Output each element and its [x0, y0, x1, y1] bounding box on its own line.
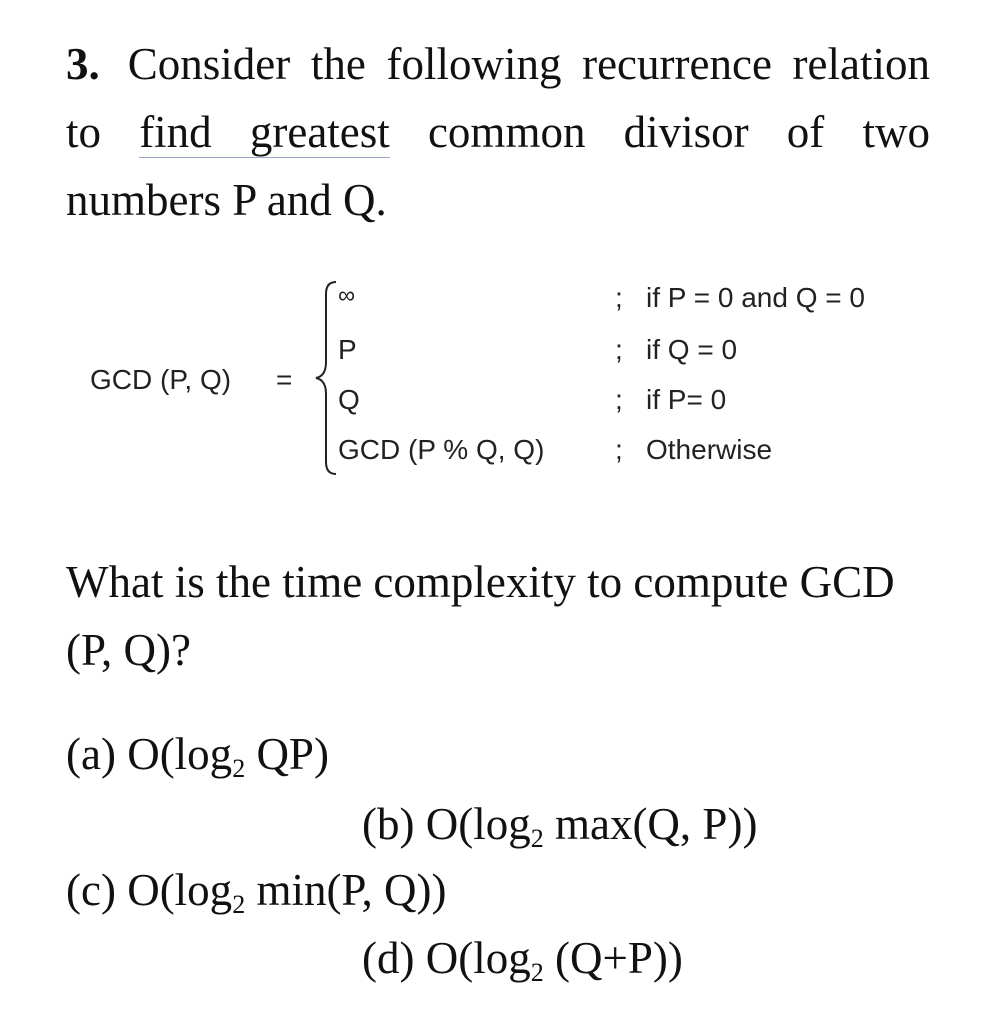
option-a [66, 724, 329, 784]
case-separator: ; [615, 334, 623, 365]
case-condition: Otherwise [646, 434, 773, 465]
option-rest: (Q+P)) [543, 933, 683, 983]
case-value: P [338, 334, 357, 365]
option-label: (a) O(log [66, 729, 233, 779]
option-subscript: 2 [530, 958, 544, 987]
option-b [362, 794, 757, 854]
case-condition: if P = 0 and Q = 0 [646, 282, 865, 313]
underlined-phrase-link[interactable]: find greatest [139, 107, 390, 157]
option-d [362, 928, 683, 988]
case-value: ∞ [338, 282, 356, 309]
case-condition: if P= 0 [646, 384, 727, 415]
option-subscript: 2 [530, 824, 544, 853]
option-rest: QP) [245, 729, 329, 779]
option-label: (b) O(log [362, 799, 531, 849]
option-subscript: 2 [232, 890, 246, 919]
option-label: (d) O(log [362, 933, 531, 983]
question-text-before: Consider the following recurrence relation to [66, 39, 930, 157]
option-c [66, 860, 446, 920]
case-separator: ; [615, 282, 623, 313]
case-condition: if Q = 0 [646, 334, 738, 365]
question-text-after: common divisor of two numbers P and Q. [66, 107, 930, 225]
formula-equals: = [276, 364, 293, 395]
case-value: Q [338, 384, 360, 415]
case-separator: ; [615, 384, 623, 415]
gcd-recurrence-formula [0, 268, 997, 488]
left-brace-icon [310, 280, 340, 476]
question-number: 3. [66, 39, 100, 89]
formula-lhs: GCD (P, Q) [90, 364, 232, 395]
case-separator: ; [615, 434, 623, 465]
question-prompt: What is the time complexity to compute GCD (P, Q)? [66, 557, 895, 675]
option-rest: min(P, Q)) [245, 865, 447, 915]
option-rest: max(Q, P)) [543, 799, 758, 849]
case-value: GCD (P % Q, Q) [338, 434, 545, 465]
option-label: (c) O(log [66, 865, 233, 915]
question-text [66, 30, 930, 234]
option-subscript: 2 [232, 754, 246, 783]
